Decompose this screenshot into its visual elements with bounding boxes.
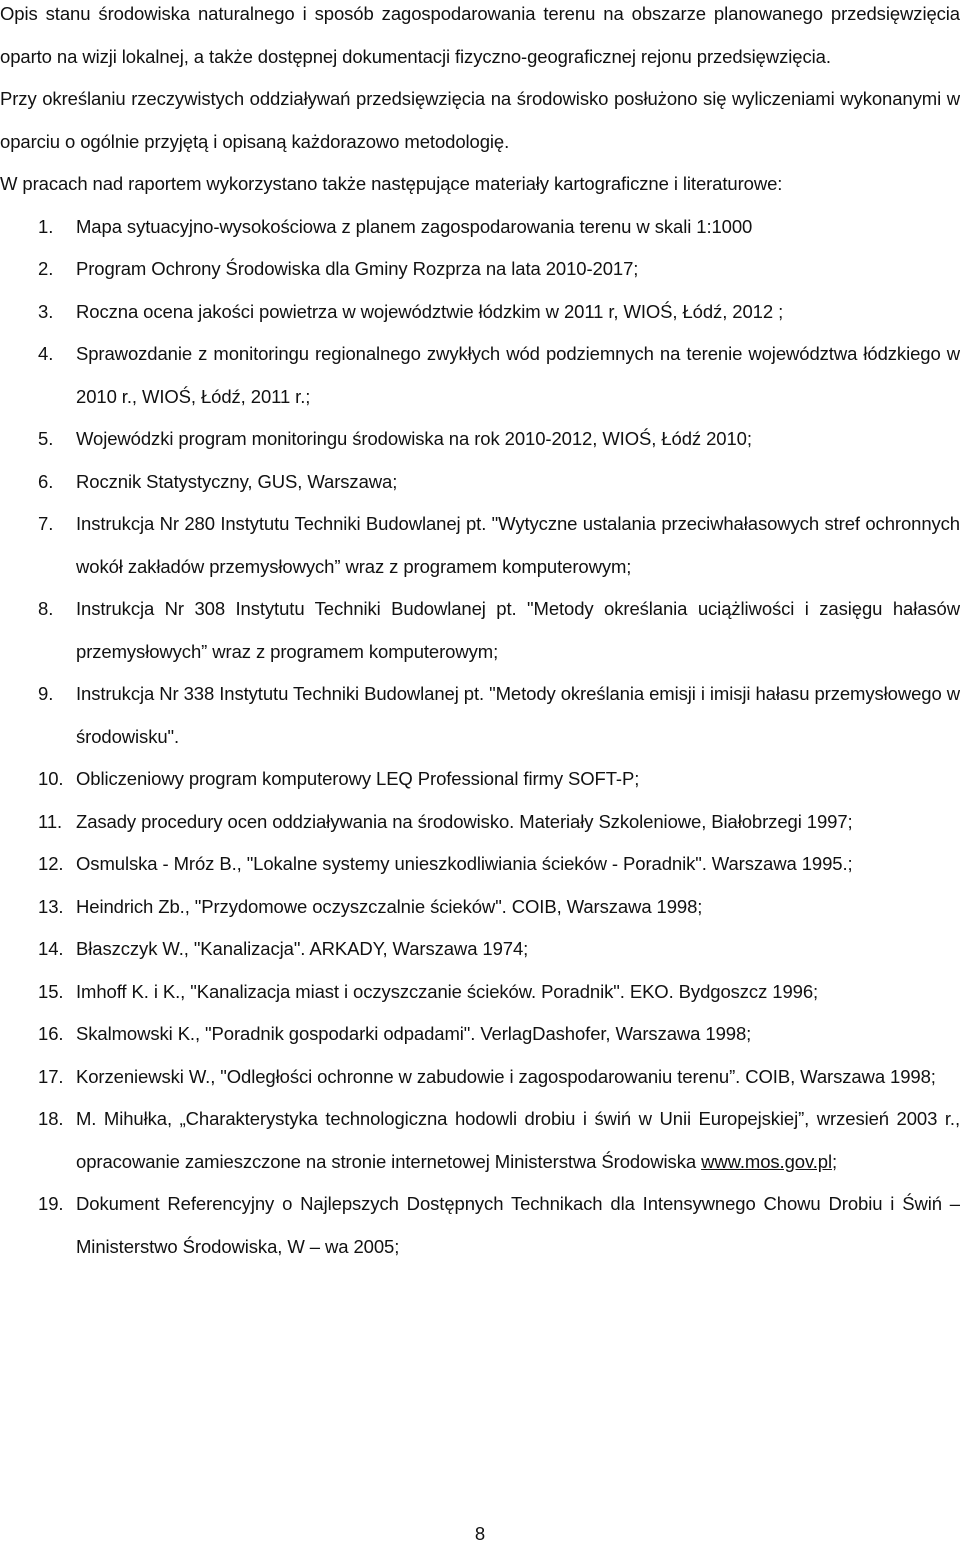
list-item-text: Skalmowski K., "Poradnik gospodarki odpadami". VerlagDashofer, Warszawa 1998; <box>76 1023 752 1044</box>
intro-paragraph-2: Przy określaniu rzeczywistych oddziaływań przedsięwzięcia na środowisko posłużono się wyliczeniami wykonanymi w oparciu o ogólnie przyjętą i opisaną każdorazowo metodologię. <box>0 88 960 152</box>
list-item-number: 7. <box>38 513 54 534</box>
list-item-number: 10. <box>38 768 64 789</box>
list-item-text: M. Mihułka, „Charakterystyka technologiczna hodowli drobiu i świń w Unii Europejskiej”, wrzesień 2003 r., opracowanie zamieszczone na stronie internetowej Ministerstwa Środowiska <box>76 1108 960 1172</box>
list-item <box>0 206 960 249</box>
list-item-text: Dokument Referencyjny o Najlepszych Dostępnych Technikach dla Intensywnego Chowu Drobiu i Świń – Ministerstwo Środowiska, W – wa 2005; <box>76 1193 960 1257</box>
list-item <box>0 886 960 929</box>
list-item-text: Sprawozdanie z monitoringu regionalnego zwykłych wód podziemnych na terenie województwa łódzkiego w 2010 r., WIOŚ, Łódź, 2011 r.; <box>76 343 960 407</box>
list-item-text: Korzeniewski W., "Odległości ochronne w zabudowie i zagospodarowaniu terenu”. COIB, Warszawa 1998; <box>76 1065 936 1087</box>
list-item-text: Błaszczyk W., "Kanalizacja". ARKADY, Warszawa 1974; <box>76 938 529 959</box>
list-item <box>0 248 960 291</box>
list-item-number: 16. <box>38 1023 64 1044</box>
list-item <box>0 333 960 418</box>
list-item-number: 6. <box>38 470 54 492</box>
list-item-text: Obliczeniowy program komputerowy LEQ Professional firmy SOFT-P; <box>76 768 640 789</box>
list-item-text: Rocznik Statystyczny, GUS, Warszawa; <box>76 470 398 492</box>
list-item-text: Osmulska - Mróz B., "Lokalne systemy unieszkodliwiania ścieków - Poradnik". Warszawa 1995.; <box>76 853 853 874</box>
list-item <box>0 418 960 461</box>
list-item <box>0 928 960 971</box>
list-item-number: 8. <box>38 598 54 619</box>
list-item <box>0 503 960 588</box>
list-item-number: 12. <box>38 853 64 874</box>
list-item <box>0 1013 960 1056</box>
list-item <box>0 971 960 1014</box>
list-item-number: 3. <box>38 300 54 322</box>
list-item-number: 1. <box>38 215 54 237</box>
page-number: 8 <box>474 1523 486 1544</box>
reference-link[interactable]: www.mos.gov.pl; <box>701 1150 838 1172</box>
list-item <box>0 461 960 504</box>
intro-paragraph-1: Opis stanu środowiska naturalnego i sposób zagospodarowania terenu na obszarze planowanego przedsięwzięcia oparto na wizji lokalnej, a także dostępnej dokumentacji fizyczno-geograficznej rejonu przedsięwzięcia. <box>0 3 960 67</box>
list-item-number: 18. <box>38 1108 64 1129</box>
list-item-text: Instrukcja Nr 338 Instytutu Techniki Budowlanej pt. "Metody określania emisji i imisji hałasu przemysłowego w środowisku". <box>76 683 960 747</box>
intro-text <box>0 0 960 206</box>
list-item <box>0 1056 960 1099</box>
list-item-text: Instrukcja Nr 280 Instytutu Techniki Budowlanej pt. "Wytyczne ustalania przeciwhałasowych stref ochronnych wokół zakładów przemysłowych” wraz z programem komputerowym; <box>76 513 960 577</box>
intro-paragraph-3: W pracach nad raportem wykorzystano także następujące materiały kartograficzne i literaturowe: <box>0 173 783 194</box>
list-item <box>0 588 960 673</box>
list-item-number: 19. <box>38 1193 64 1214</box>
list-item <box>0 1183 960 1268</box>
list-item-number: 9. <box>38 683 54 704</box>
list-item-number: 13. <box>38 895 64 917</box>
list-item-number: 4. <box>38 343 54 364</box>
list-item-text: Mapa sytuacyjno-wysokościowa z planem zagospodarowania terenu w skali 1:1000 <box>76 215 753 237</box>
list-item <box>0 843 960 886</box>
list-item <box>0 291 960 334</box>
list-item-number: 2. <box>38 258 54 279</box>
list-item-text: Roczna ocena jakości powietrza w województwie łódzkim w 2011 r, WIOŚ, Łódź, 2012 ; <box>76 300 784 322</box>
list-item-text: Imhoff K. i K., "Kanalizacja miast i oczyszczanie ścieków. Poradnik". EKO. Bydgoszcz 1996; <box>76 980 819 1002</box>
list-item-number: 5. <box>38 428 54 449</box>
list-item-text: Program Ochrony Środowiska dla Gminy Rozprza na lata 2010-2017; <box>76 258 639 279</box>
list-item-number: 17. <box>38 1065 64 1087</box>
list-item-number: 14. <box>38 938 64 959</box>
reference-list <box>0 206 960 1269</box>
list-item-text: Wojewódzki program monitoringu środowiska na rok 2010-2012, WIOŚ, Łódź 2010; <box>76 428 752 449</box>
list-item-text: Heindrich Zb., "Przydomowe oczyszczalnie ścieków". COIB, Warszawa 1998; <box>76 895 703 917</box>
list-item <box>0 758 960 801</box>
list-item <box>0 1098 960 1183</box>
list-item-text: Zasady procedury ocen oddziaływania na środowisko. Materiały Szkoleniowe, Białobrzegi 1997; <box>76 810 853 832</box>
list-item <box>0 801 960 844</box>
list-item-text: Instrukcja Nr 308 Instytutu Techniki Budowlanej pt. "Metody określania uciążliwości i zasięgu hałasów przemysłowych” wraz z programem komputerowym; <box>76 598 960 662</box>
list-item-number: 11. <box>38 810 63 832</box>
list-item-number: 15. <box>38 980 64 1002</box>
list-item <box>0 673 960 758</box>
